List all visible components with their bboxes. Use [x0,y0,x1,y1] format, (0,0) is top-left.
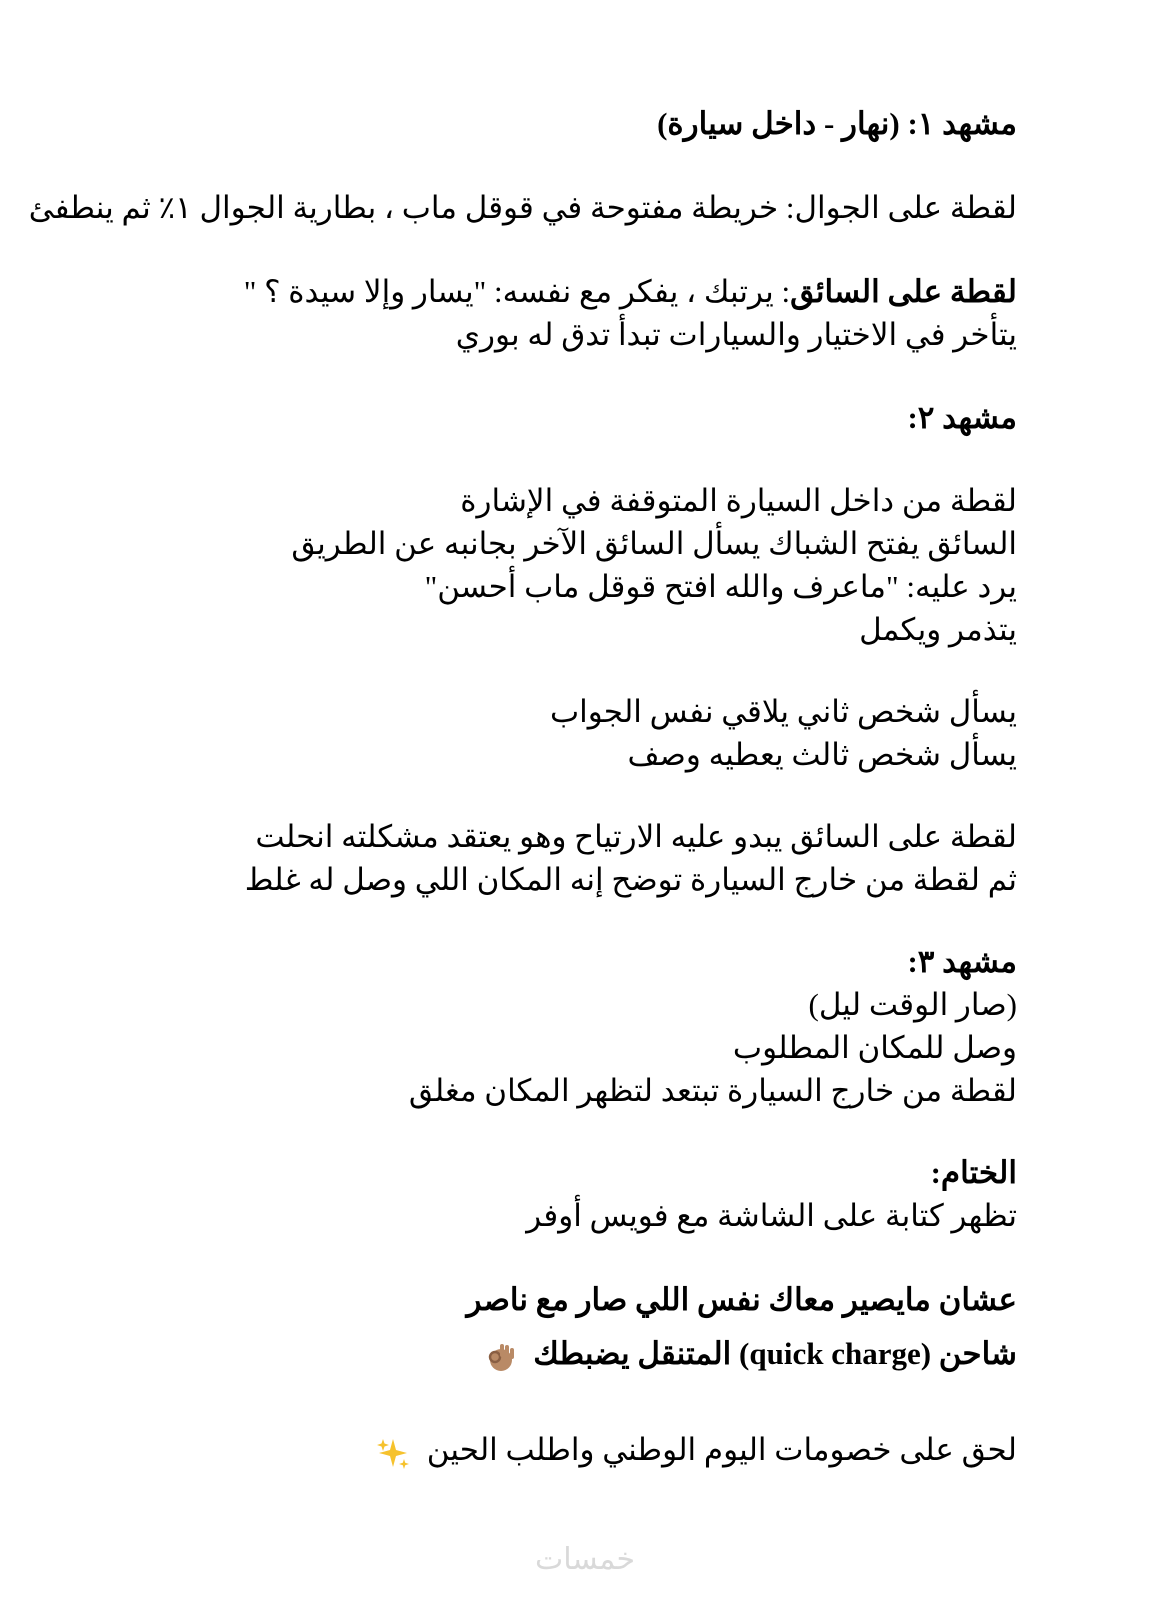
scene1-delay-line: يتأخر في الاختيار والسيارات تبدأ تدق له بوري [455,317,1017,352]
watermark-logo: خمسات [534,1542,636,1577]
scene2-line: لقطة من داخل السيارة المتوقفة في الإشارة [460,483,1017,518]
scene2-heading: مشهد ٢: [907,400,1017,435]
ending-tagline-2 [484,1334,1017,1376]
driver-shot-label: لقطة على السائق [790,274,1017,309]
scene3-line: لقطة من خارج السيارة تبتعد لتظهر المكان مغلق [408,1073,1017,1108]
scene3-line: وصل للمكان المطلوب [732,1030,1017,1065]
scene1-driver-shot [244,272,1017,314]
scene1-heading: مشهد ١: (نهار - داخل سيارة) [657,106,1017,141]
scene2-line: يسأل شخص ثالث يعطيه وصف [627,737,1017,772]
ok-hand-icon [484,1340,518,1374]
scene1-phone-shot: لقطة على الجوال: خريطة مفتوحة في قوقل ماب ، بطارية الجوال ١٪ ثم ينطفئ [28,190,1017,225]
scene2-line: السائق يفتح الشباك يسأل السائق الآخر بجانبه عن الطريق [291,526,1017,561]
driver-shot-text: : يرتبك ، يفكر مع نفسه: "يسار وإلا سيدة ؟ " [243,274,791,309]
scene2-line: يتذمر ويكمل [859,612,1017,647]
ending-cta [375,1430,1017,1472]
scene2-line: ثم لقطة من خارج السيارة توضح إنه المكان اللي وصل له غلط [244,862,1017,897]
ending-voiceover-line: تظهر كتابة على الشاشة مع فويس أوفر [526,1198,1017,1233]
ending-heading: الختام: [930,1155,1017,1190]
ending-tagline-1: عشان مايصير معاك نفس اللي صار مع ناصر [466,1282,1017,1317]
tagline-2-text: شاحن (quick charge) المتنقل يضبطك [533,1336,1017,1371]
scene2-line: لقطة على السائق يبدو عليه الارتياح وهو يعتقد مشكلته انحلت [255,819,1017,854]
sparkles-icon [375,1435,411,1471]
scene3-heading: مشهد ٣: [907,944,1017,979]
scene2-line: يسأل شخص ثاني يلاقي نفس الجواب [550,694,1017,729]
scene3-line: (صار الوقت ليل) [808,987,1017,1022]
cta-text: لحق على خصومات اليوم الوطني واطلب الحين [426,1432,1017,1467]
scene2-line: يرد عليه: "ماعرف والله افتح قوقل ماب أحسن" [424,569,1017,604]
